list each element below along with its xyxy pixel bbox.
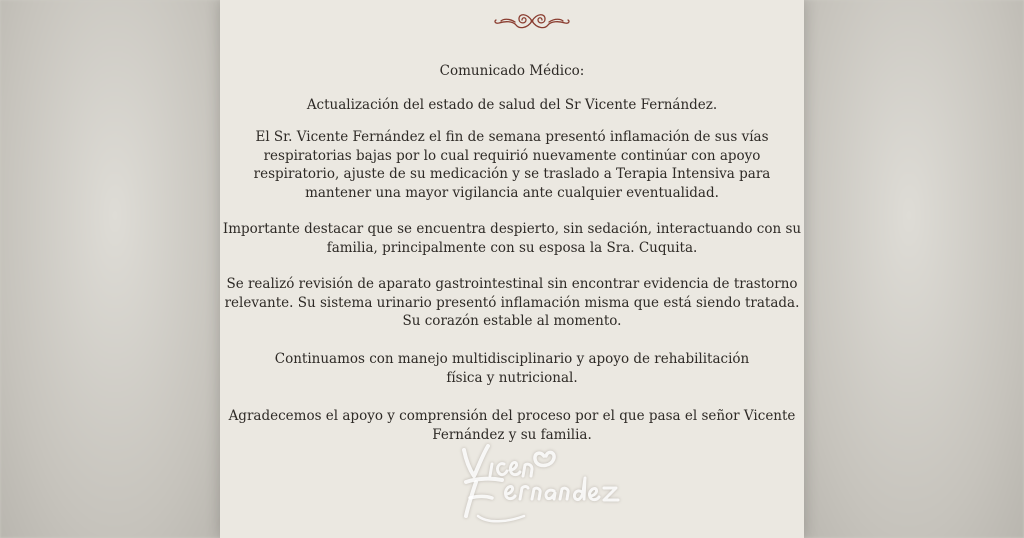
document-heading: Comunicado Médico: bbox=[439, 63, 585, 79]
paragraph-thanks: Agradecemos el apoyo y comprensión del proceso por el que pasa el señor Vicente Fernández y su familia. bbox=[228, 408, 796, 443]
flourish-ornament-icon bbox=[491, 10, 573, 32]
signature-logo bbox=[448, 436, 648, 532]
letter-paper bbox=[220, 0, 804, 538]
blurred-background-left bbox=[0, 0, 230, 538]
paragraph-awake: Importante destacar que se encuentra despierto, sin sedación, interactuando con su familia, principalmente con su esposa la Sra. Cuquita. bbox=[222, 221, 802, 256]
paragraph-gastro: Se realizó revisión de aparato gastrointestinal sin encontrar evidencia de trastorno relevante. Su sistema urinario presentó inflamación misma que está siendo tratada. Su corazón estable al momento. bbox=[224, 276, 800, 329]
paragraph-respiratory: El Sr. Vicente Fernández el fin de semana presentó inflamación de sus vías respiratorias bajas por lo cual requirió nuevamente continúar con apoyo respiratorio, ajuste de su medicación y se traslado a Terapia Intensiva para mantener una mayor vigilancia ante cualquier eventualidad. bbox=[253, 129, 771, 201]
blurred-background-right bbox=[794, 0, 1024, 538]
document-subtitle: Actualización del estado de salud del Sr Vicente Fernández. bbox=[306, 97, 718, 113]
paragraph-rehabilitation: Continuamos con manejo multidisciplinario y apoyo de rehabilitación física y nutricional. bbox=[274, 351, 750, 386]
